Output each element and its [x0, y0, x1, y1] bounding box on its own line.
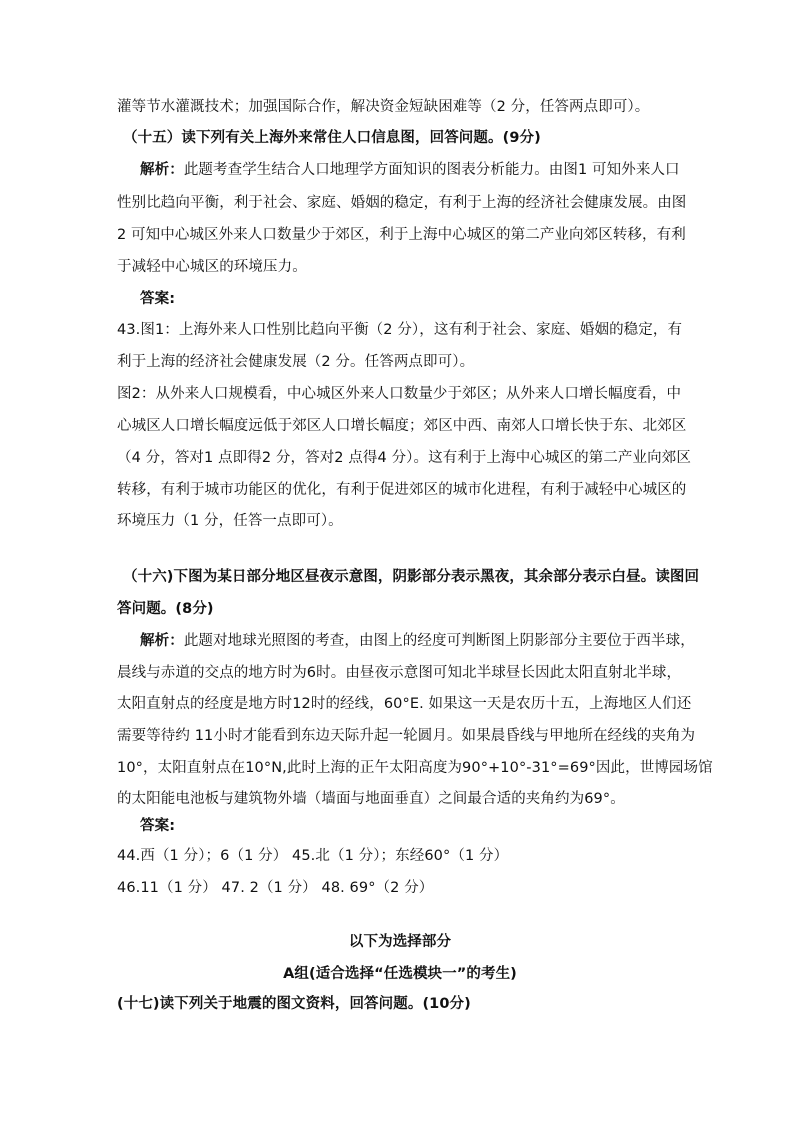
- q16-analysis-line-3: 太阳直射点的经度是地方时12时的经线，60°E. 如果这一天是农历十五，上海地区人们还: [117, 696, 692, 712]
- q15-answer-line-2: 利于上海的经济社会健康发展（2 分。任答两点即可）。: [117, 354, 475, 370]
- q16-analysis-line-5: 10°，太阳直射点在10°N,此时上海的正午太阳高度为90°+10°-31°=69°因此，世博园场馆: [117, 760, 713, 776]
- q16-analysis-line-2: 晨线与赤道的交点的地方时为6时。由昼夜示意图可知北半球昼长因此太阳直射北半球，: [117, 665, 682, 681]
- q15-analysis-line-2: 性别比趋向平衡，利于社会、家庭、婚姻的稳定，有利于上海的经济社会健康发展。由图: [117, 195, 687, 211]
- q16-answer-line-2: 46.11（1 分） 47. 2（1 分） 48. 69°（2 分）: [117, 880, 434, 896]
- q15-answer-line-1: 43.图1：上海外来人口性别比趋向平衡（2 分），这有利于社会、家庭、婚姻的稳定，有: [117, 322, 683, 338]
- q16-title-line-1: （十六)下图为某日部分地区昼夜示意图，阴影部分表示黑夜，其余部分表示白昼。读图回: [123, 569, 700, 585]
- q17-title: (十七)读下列关于地震的图文资料，回答问题。(10分): [117, 996, 471, 1012]
- q16-analysis-line-6: 的太阳能电池板与建筑物外墙（墙面与地面垂直）之间最合适的夹角约为69°。: [117, 791, 625, 807]
- q15-analysis-line-3: 2 可知中心城区外来人口数量少于郊区，利于上海中心城区的第二产业向郊区转移，有利: [117, 227, 686, 243]
- continuation-line: 灌等节水灌溉技术；加强国际合作，解决资金短缺困难等（2 分，任答两点即可）。: [117, 99, 650, 115]
- q16-analysis-line-1: [140, 631, 695, 651]
- q15-analysis-label: 解析：: [140, 162, 184, 178]
- q15-answer-line-7: 环境压力（1 分，任答一点即可）。: [117, 513, 343, 529]
- q15-answer-line-3: 图2：从外来人口规模看，中心城区外来人口数量少于郊区；从外来人口增长幅度看，中: [117, 386, 682, 402]
- q16-answer-line-1: 44.西（1 分）；6（1 分） 45.北（1 分）；东经60°（1 分）: [117, 848, 509, 864]
- q16-analysis-text-1: 此题对地球光照图的考查，由图上的经度可判断图上阴影部分主要位于西半球，: [183, 633, 695, 649]
- q15-answer-line-6: 转移，有利于城市功能区的优化，有利于促进郊区的城市化进程，有利于减轻中心城区的: [117, 482, 687, 498]
- q15-title: （十五）读下列有关上海外来常住人口信息图，回答问题。(9分): [123, 130, 541, 146]
- q16-analysis-line-4: 需要等待约 11小时才能看到东边天际升起一轮圆月。如果晨昏线与甲地所在经线的夹角为: [117, 728, 696, 744]
- q15-analysis-line-1: [140, 160, 680, 180]
- q16-answer-label: 答案:: [140, 818, 176, 834]
- q16-analysis-label: 解析：: [140, 633, 184, 649]
- q15-analysis-line-4: 于减轻中心城区的环境压力。: [117, 259, 307, 275]
- q15-answer-label: 答案:: [140, 291, 176, 307]
- q16-title-line-2: 答问题。(8分): [117, 601, 214, 617]
- q15-answer-line-4: 心城区人口增长幅度远低于郊区人口增长幅度；郊区中西、南郊人口增长快于东、北郊区: [117, 418, 687, 434]
- selection-heading: 以下为选择部分: [348, 934, 452, 950]
- q15-answer-line-5: （4 分，答对1 点即得2 分，答对2 点得4 分）。这有利于上海中心城区的第二产业向郊区: [117, 450, 691, 466]
- q15-analysis-text-1: 此题考查学生结合人口地理学方面知识的图表分析能力。由图1 可知外来人口: [183, 162, 680, 178]
- group-heading: A组(适合选择“任选模块一”的考生): [283, 966, 517, 982]
